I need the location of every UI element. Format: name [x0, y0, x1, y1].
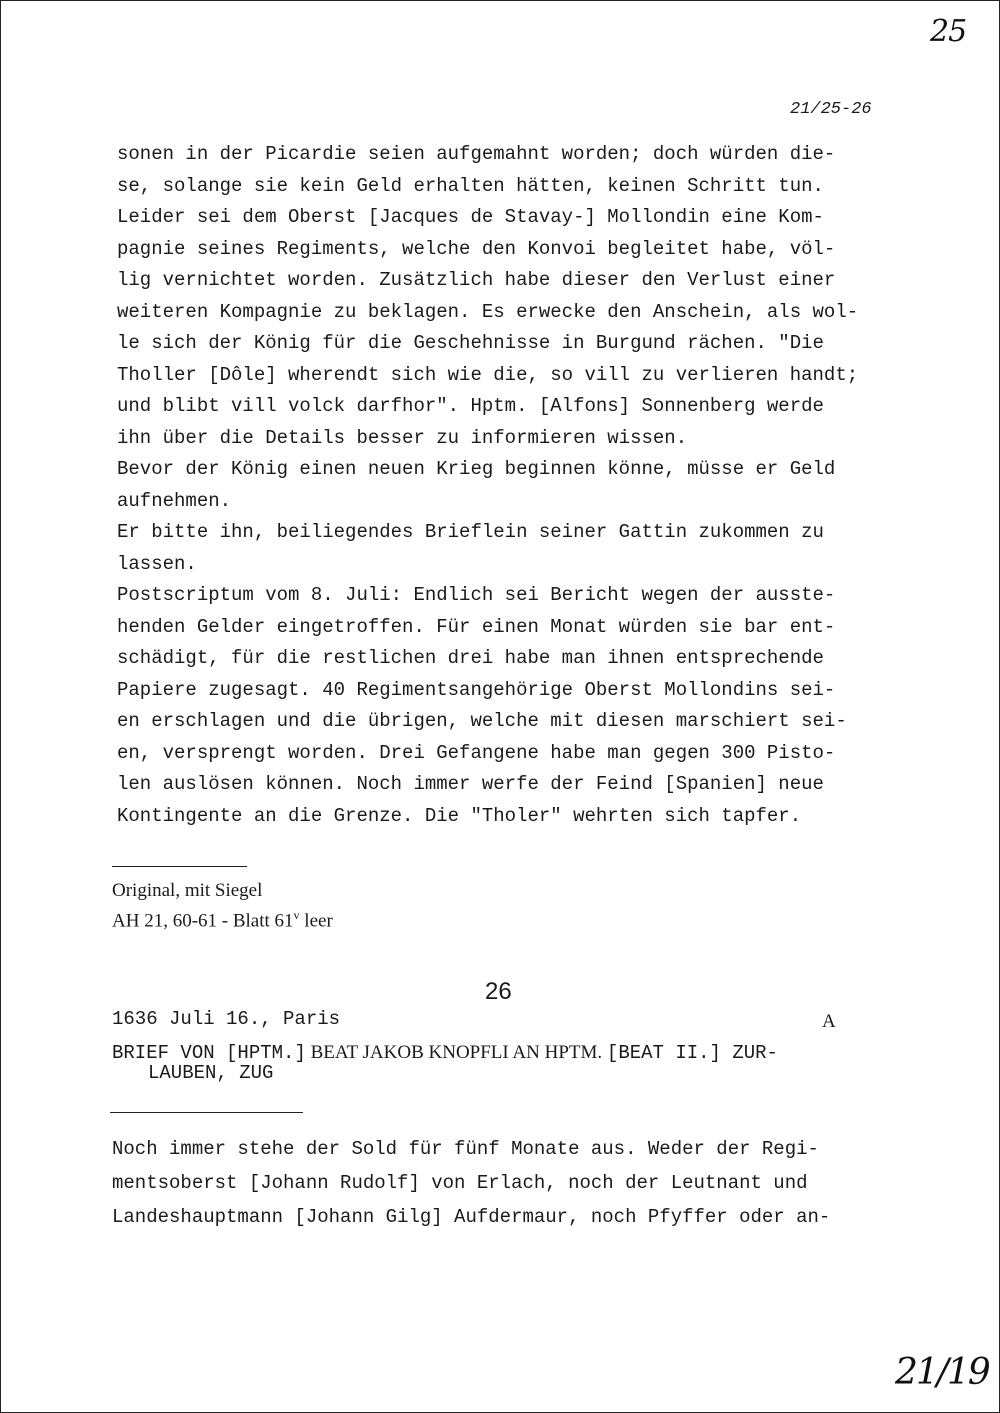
- handwritten-archive-number: 21/19: [895, 1352, 989, 1393]
- title-part: BRIEF VON: [112, 1042, 227, 1064]
- source-note-text: leer: [299, 910, 333, 932]
- text-line: se, solange sie kein Geld erhalten hätten, keinen Schritt tun.: [117, 174, 824, 197]
- handwritten-page-number: 25: [930, 14, 967, 49]
- text-line: le sich der König für die Geschehnisse in Burgund rächen. "Die: [117, 332, 824, 354]
- text-line: weiteren Kompagnie zu beklagen. Es erwecke den Anschein, als wol-: [117, 300, 859, 323]
- text-line: lassen.: [117, 552, 197, 575]
- document-title: [112, 1042, 778, 1064]
- text-line: Papiere zugesagt. 40 Regimentsangehörige Oberst Mollondins sei-: [117, 678, 836, 701]
- text-line: pagnie seines Regiments, welche den Konvoi begleitet habe, völ-: [117, 237, 836, 260]
- source-note-line: Original, mit Siegel: [112, 880, 263, 901]
- source-note-text: AH 21, 60-61 - Blatt 61: [112, 910, 294, 932]
- title-part: BEAT JAKOB KNOPFLI AN HPTM.: [305, 1042, 607, 1063]
- text-line: sonen in der Picardie seien aufgemahnt worden; doch würden die-: [117, 143, 836, 165]
- footnote-rule: [112, 866, 247, 867]
- source-note-line: [112, 903, 333, 933]
- text-line: Er bitte ihn, beiliegendes Brieflein seiner Gattin zukommen zu: [117, 521, 824, 543]
- text-line: ihn über die Details besser zu informieren wissen.: [117, 426, 688, 449]
- heading-rule: [110, 1112, 303, 1113]
- text-line: Bevor der König einen neuen Krieg beginnen könne, müsse er Geld: [117, 458, 836, 480]
- text-line: Postscriptum vom 8. Juli: Endlich sei Bericht wegen der ausste-: [117, 584, 836, 606]
- text-line: len auslösen können. Noch immer werfe der Feind [Spanien] neue: [117, 773, 824, 795]
- document-number: 26: [485, 978, 512, 1005]
- document-title-line2: LAUBEN, ZUG: [148, 1062, 274, 1084]
- source-note: [112, 879, 333, 933]
- title-part: [BEAT II.]: [606, 1042, 721, 1064]
- text-line: und blibt vill volck darfhor". Hptm. [Alfons] Sonnenberg werde: [117, 395, 824, 417]
- text-line: henden Gelder eingetroffen. Für einen Monat würden sie bar ent-: [117, 615, 836, 638]
- document-date-place: 1636 Juli 16., Paris: [112, 1008, 341, 1030]
- document-marker: A: [822, 1011, 836, 1032]
- text-line: schädigt, für die restlichen drei habe man ihnen entsprechende: [117, 647, 824, 669]
- text-line: en, versprengt worden. Drei Gefangene habe man gegen 300 Pisto-: [117, 741, 836, 764]
- text-line: Tholler [Dôle] wherendt sich wie die, so vill zu verlieren handt;: [117, 363, 859, 386]
- text-line: en erschlagen und die übrigen, welche mit diesen marschiert sei-: [117, 710, 847, 732]
- text-line: aufnehmen.: [117, 489, 232, 512]
- text-line: mentsoberst [Johann Rudolf] von Erlach, noch der Leutnant und: [112, 1172, 808, 1194]
- text-line: lig vernichtet worden. Zusätzlich habe dieser den Verlust einer: [117, 269, 836, 291]
- text-line: Landeshauptmann [Johann Gilg] Aufdermaur, noch Pfyffer oder an-: [112, 1206, 831, 1228]
- text-line: Noch immer stehe der Sold für fünf Monate aus. Weder der Regi-: [112, 1138, 819, 1160]
- text-line: Kontingente an die Grenze. Die "Tholer" wehrten sich tapfer.: [117, 804, 802, 827]
- document-text: [112, 1132, 902, 1234]
- page-reference: 21/25-26: [790, 100, 872, 119]
- main-text: [117, 139, 907, 832]
- text-line: Leider sei dem Oberst [Jacques de Stavay-] Mollondin eine Kom-: [117, 206, 824, 228]
- title-part: [HPTM.]: [226, 1042, 306, 1064]
- title-part: ZUR-: [720, 1042, 778, 1064]
- source-note-superscript: v: [293, 908, 300, 922]
